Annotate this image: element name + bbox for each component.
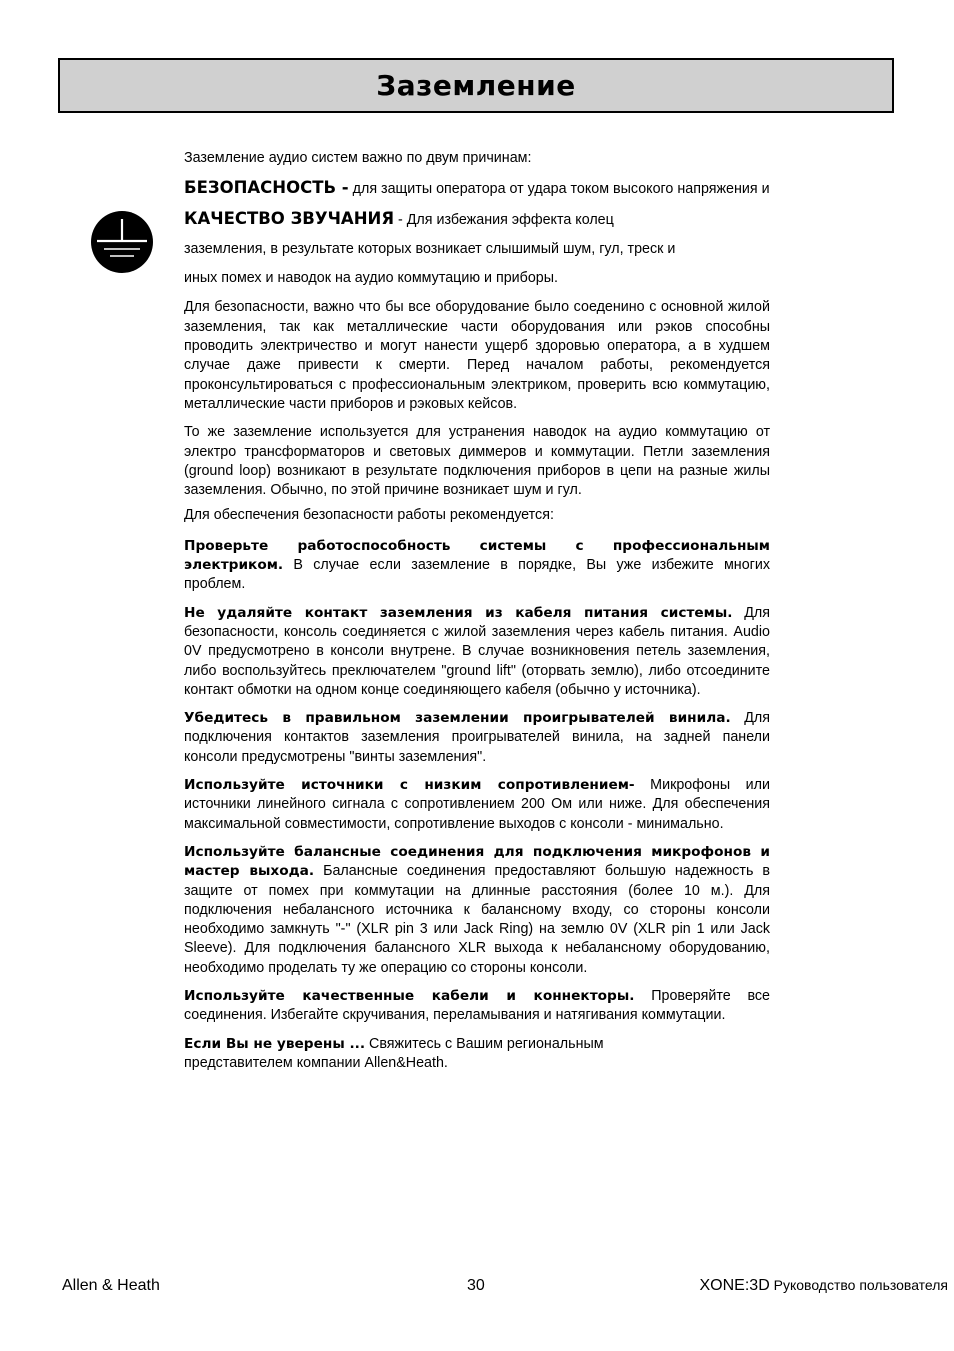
safety-text: для защиты оператора от удара током высокого напряжения и xyxy=(348,181,770,198)
footer-brand: Allen & Heath xyxy=(62,1277,160,1294)
recommendation-item xyxy=(184,604,770,700)
recommend-lead: Для обеспечения безопасности работы рекомендуется: xyxy=(184,507,554,524)
recommendation-title: Используйте балансные соединения для подключения микрофонов и мастер выхода. xyxy=(184,843,770,880)
recommendation-title: Используйте источники с низким сопротивлением- xyxy=(184,777,635,794)
recommendation-item xyxy=(184,987,770,1026)
page-number: 30 xyxy=(467,1277,485,1294)
recommendation-text: В случае если заземление в порядке, Вы уже избежите многих проблем. xyxy=(184,557,770,593)
contact-text: Свяжитесь с Вашим региональным xyxy=(365,1035,604,1052)
title-banner xyxy=(58,58,894,113)
contact-title: Если Вы не уверены ... xyxy=(184,1035,366,1052)
contact-line-2: представителем компании Allen&Heath. xyxy=(184,1054,448,1071)
safety-paragraph xyxy=(184,178,770,199)
recommendation-title: Убедитесь в правильном заземлении проигрывателей винила. xyxy=(184,710,731,727)
sound-quality-paragraph xyxy=(184,209,770,230)
recommendation-text: Микрофоны или источники линейного сигнала с сопротивлением 200 Ом или ниже. Для обеспечения максимальной совместимости, сопротивление выходов с консоли - минимально. xyxy=(184,777,770,832)
footer-doc-title xyxy=(700,1277,949,1295)
recommendation-item xyxy=(184,709,770,767)
contact-paragraph xyxy=(184,1035,770,1054)
sound-quality-text: - Для избежания эффекта колец xyxy=(394,211,614,228)
recommendation-title: Используйте качественные кабели и коннекторы. xyxy=(184,987,635,1004)
ground-loop-paragraph: То же заземление используется для устранения наводок на аудио коммутацию от электро трансформаторов и световых диммеров и коммутации. Петли заземления (ground loop) возникают в результате подключения приборов в цепи на разные жилы заземления. Обычно, по этой причине возникает шум и гул. xyxy=(184,424,770,499)
recommendation-text: Проверяйте все соединения. Избегайте скручивания, переламывания и натягивания коммутации. xyxy=(184,987,771,1024)
footer-doc-name: Руководство пользователя xyxy=(769,1277,948,1293)
recommendation-text: Для безопасности, консоль соединяется с жилой заземления через кабель питания. Audio 0V предусмотрено в консоли внутрене. В случае возникновения петель заземления, либо воспользуйтесь преключателем "ground lift" (оторвать землю), либо отсоедините контакт обмотки на одном конце соединяющего кабеля (обычно у источника). xyxy=(184,604,770,698)
page-title: Заземление xyxy=(376,69,576,102)
recommendation-text: Балансные соединения предоставляют большую надежность в защите от помех при коммутации на длинные расстояния (более 10 м.). Для подключения небалансного источника к балансному входу, со стороны консоли необходимо замкнуть "-" (XLR pin 3 или Jack Ring) на землю 0V (XLR pin 1 или Jack Sleeve). Для подключения балансного XLR выхода к небалансному оборудованию, необходимо проделать ту же операцию со стороны консоли. xyxy=(184,863,770,976)
page-footer xyxy=(0,1277,954,1299)
main-content xyxy=(184,149,770,1073)
recommendation-item xyxy=(184,776,770,834)
sound-quality-line-2: заземления, в результате которых возникает слышимый шум, гул, треск и xyxy=(184,240,676,257)
recommendation-text: Для подключения контактов заземления проигрывателей винила, на задней панели консоли предусмотрены "винты заземления". xyxy=(184,710,770,765)
intro-text: Заземление аудио систем важно по двум причинам: xyxy=(184,150,532,166)
sound-quality-line-3: иных помех и наводок на аудио коммутацию и приборы. xyxy=(184,270,559,287)
safety-heading: БЕЗОПАСНОСТЬ - xyxy=(184,178,349,198)
recommendation-item xyxy=(184,537,770,595)
recommendation-title: Проверьте работоспособность системы с профессиональным электриком. xyxy=(184,537,770,574)
ground-symbol-icon xyxy=(90,210,154,274)
footer-product: XONE:3D xyxy=(699,1277,770,1294)
sound-quality-heading: КАЧЕСТВО ЗВУЧАНИЯ xyxy=(184,208,395,228)
recommendation-item xyxy=(184,843,770,978)
safety-body-paragraph: Для безопасности, важно что бы все оборудование было соеденино с основной жилой заземления, так как металлические части оборудования или рэков способны проводить электричество и могут нанести ущерб здоровью оператора, а в худшем случае даже привести к смерти. Перед началом работы, рекомендуется проконсультироваться с профессиональным электриком, проверить всю коммутацию, металлические части приборов и рэковых кейсов. xyxy=(184,299,770,412)
recommendation-title: Не удаляйте контакт заземления из кабеля питания системы. xyxy=(184,604,733,621)
